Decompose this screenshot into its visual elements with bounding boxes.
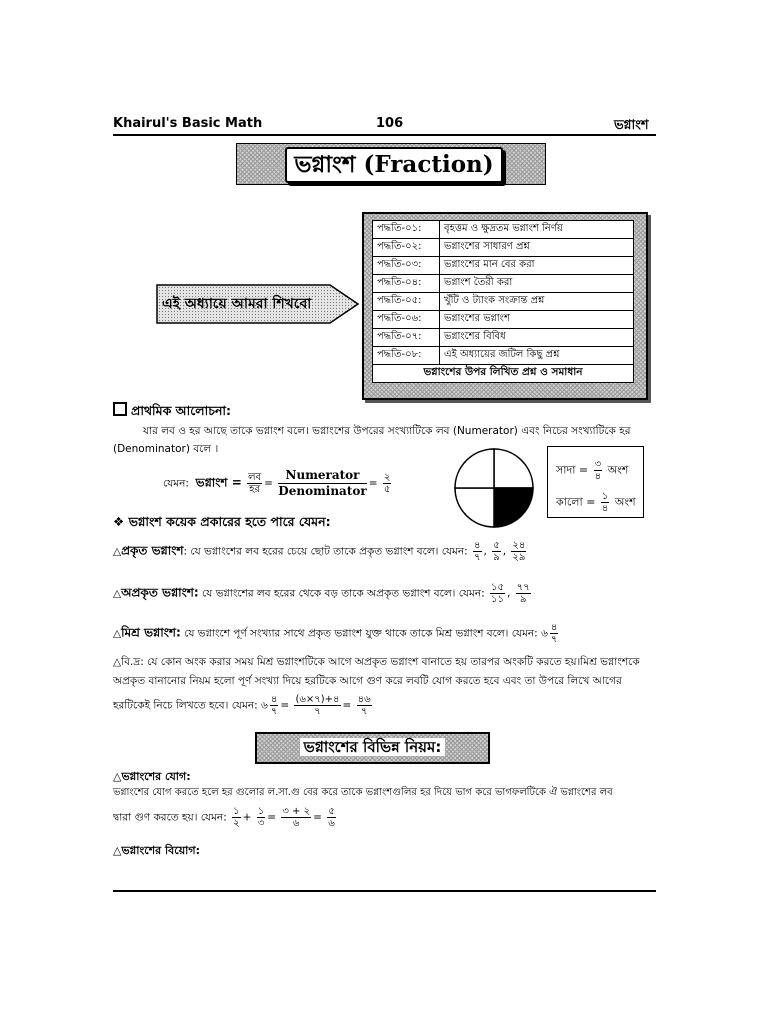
note-line-2: অপ্রকৃত বানানোর নিয়ম হলো পূর্ণ সংখ্যা দিয়ে হরটিকে আগে গুণ করে লবটি যোগ করতে হবে এবং তা উপরে লিখে আগের: [113, 675, 622, 687]
methods-list: [372, 220, 634, 383]
methods-table: [362, 212, 648, 400]
method-row: [373, 329, 634, 347]
method-topic: খুঁটি ও ট্যাংক সংক্রান্ত প্রশ্ন: [440, 293, 634, 311]
triangle-icon: △: [113, 627, 122, 640]
method-topic: বৃহত্তম ও ক্ষুদ্রতম ভগ্নাংশ নির্ণয়: [440, 221, 634, 239]
method-topic: ভগ্নাংশের মান বের করা: [440, 257, 634, 275]
method-number: পদ্ধতি-০৪:: [373, 275, 440, 293]
page-title: ভগ্নাংশ (Fraction): [285, 147, 503, 183]
triangle-icon: △: [113, 656, 122, 668]
method-number: পদ্ধতি-০২:: [373, 239, 440, 257]
addition-heading: △ভগ্নাংশের যোগ:: [113, 770, 191, 783]
mixed-fraction-line: △মিশ্র ভগ্নাংশ: যে ভগ্নাংশে পূর্ণ সংখ্যার সাথে প্রকৃত ভগ্নাংশ যুক্ত থাকে তাকে মিশ্র ভগ্নাংশ বলে। যেমন: ৬ $\frac{৪}{৭}$: [113, 622, 558, 645]
header-rule: [113, 134, 656, 136]
method-row: [373, 275, 634, 293]
improper-fraction-line: △অপ্রকৃত ভগ্নাংশ: যে ভগ্নাংশের লব হরের থেকে বড় তাকে অপ্রকৃত ভগ্নাংশ বলে। যেমন: $\frac{১৫}{১১}$ , $\frac{৭৭}{৯}$: [113, 582, 530, 605]
intro-line-1: যার লব ও হর আছে তাকে ভগ্নাংশ বলে। ভগ্নাংশের উপরের সংখ্যাটিকে লব (Numerator) এবং নিচের সংখ্যাটিকে হর: [143, 425, 631, 437]
numerator-denominator-fraction: $\frac{\text{Numerator}}{\text{Denominator}}$: [278, 468, 367, 498]
rules-title: ভগ্নাংশের বিভিন্ন নিয়ম:: [300, 738, 446, 756]
page-number: 106: [376, 116, 404, 131]
example-line: যেমন: ভগ্নাংশ = $\frac{\text{লব}}{\text{হর}}$ = $\frac{\text{Numerator}}{\text{Denominator}}$ = $\frac{২}{৫}$: [163, 468, 391, 498]
subtraction-heading: △ভগ্নাংশের বিয়োগ:: [113, 844, 200, 857]
example-fraction: $\frac{২}{৫}$: [383, 472, 391, 495]
proper-fraction-line: △প্রকৃত ভগ্নাংশ: যে ভগ্নাংশের লব হরের চেয়ে ছোট তাকে প্রকৃত ভগ্নাংশ বলে। যেমন: $\frac{৪}{৭}$ , $\frac{৫}{৯}$ , $\frac{২৪}{২৯}$: [113, 540, 526, 563]
checkbox-icon: [113, 402, 127, 416]
method-number: পদ্ধতি-০১:: [373, 221, 440, 239]
pie-slice: [494, 449, 533, 488]
rules-title-box: [255, 732, 490, 764]
method-topic: এই অধ্যায়ের জটিল কিছু প্রশ্ন: [440, 347, 634, 365]
pie-slice: [455, 449, 494, 488]
method-topic: ভগ্নাংশের ভগ্নাংশ: [440, 311, 634, 329]
pie-legend: [547, 446, 644, 518]
lob-hor-fraction: $\frac{\text{লব}}{\text{হর}}$: [248, 472, 262, 495]
methods-footer: ভগ্নাংশের উপর লিখিত প্রশ্ন ও সমাধান: [373, 365, 634, 383]
method-number: পদ্ধতি-০৩:: [373, 257, 440, 275]
chapter-name: ভগ্নাংশ: [614, 118, 649, 133]
arrow-label: এই অধ্যায়ে আমরা শিখবো: [162, 296, 312, 312]
example-prefix: যেমন:: [163, 477, 189, 490]
triangle-icon: △: [113, 545, 122, 558]
note-line-1: △বি.দ্র: যে কোন অংক করার সময় মিশ্র ভগ্নাংশটিকে আগে অপ্রকৃত ভগ্নাংশ বানাতে হয় তারপর অংকটি করতে হয়।মিশ্র ভগ্নাংশকে: [113, 656, 640, 668]
method-row: [373, 347, 634, 365]
method-number: পদ্ধতি-০৬:: [373, 311, 440, 329]
pie-slice: [455, 488, 494, 527]
method-topic: ভগ্নাংশ তৈরী করা: [440, 275, 634, 293]
method-topic: ভগ্নাংশের বিবিধ: [440, 329, 634, 347]
legend-black: কালো = $\frac{১}{৪}$ অংশ: [556, 491, 636, 514]
book-title: Khairul's Basic Math: [113, 116, 263, 131]
method-row: [373, 293, 634, 311]
method-number: পদ্ধতি-০৫:: [373, 293, 440, 311]
method-row: [373, 257, 634, 275]
triangle-icon: △: [113, 587, 122, 600]
example-word: ভগ্নাংশ =: [195, 475, 242, 490]
addition-line-1: ভগ্নাংশের যোগ করতে হলে হর গুলোর ল.সা.গু বের করে তাকে ভগ্নাংশগুলির হর দিয়ে ভাগ করে ভাগফলটিকে ঐ ভগ্নাংশের লব: [113, 787, 613, 798]
method-row: [373, 239, 634, 257]
note-line-3: হরটিকেই নিচে লিখতে হবে। যেমন: ৬ $\frac{৪}{৭}$ = $\frac{(৬\times ৭)+৪}{৭}$ = $\frac{৪৬}{৭}$: [113, 694, 371, 717]
method-row: [373, 221, 634, 239]
intro-line-2: (Denominator) বলে ।: [113, 443, 219, 455]
method-number: পদ্ধতি-০৮:: [373, 347, 440, 365]
pie-slice-filled: [494, 488, 533, 527]
diamond-bullet-icon: ❖: [113, 514, 125, 529]
method-topic: ভগ্নাংশের সাধারণ প্রশ্ন: [440, 239, 634, 257]
fraction-pie-chart: [452, 446, 536, 530]
legend-white: সাদা = $\frac{৩}{৪}$ অংশ: [556, 459, 629, 482]
method-number: পদ্ধতি-০৭:: [373, 329, 440, 347]
triangle-icon: △: [113, 844, 122, 857]
method-row: [373, 311, 634, 329]
types-heading: ❖ ভগ্নাংশ কয়েক প্রকারের হতে পারে যেমন:: [113, 514, 331, 529]
intro-heading: প্রাথমিক আলোচনা:: [113, 402, 231, 423]
footer-rule: [113, 890, 656, 892]
addition-line-2: দ্বারা গুণ করতে হয়। যেমন: $\frac{১}{২}$ + $\frac{১}{৩}$ = $\frac{৩ + ২}{৬}$ = $\frac{৫}{৬}$: [113, 806, 335, 829]
triangle-icon: △: [113, 770, 122, 783]
title-banner: [236, 143, 546, 185]
